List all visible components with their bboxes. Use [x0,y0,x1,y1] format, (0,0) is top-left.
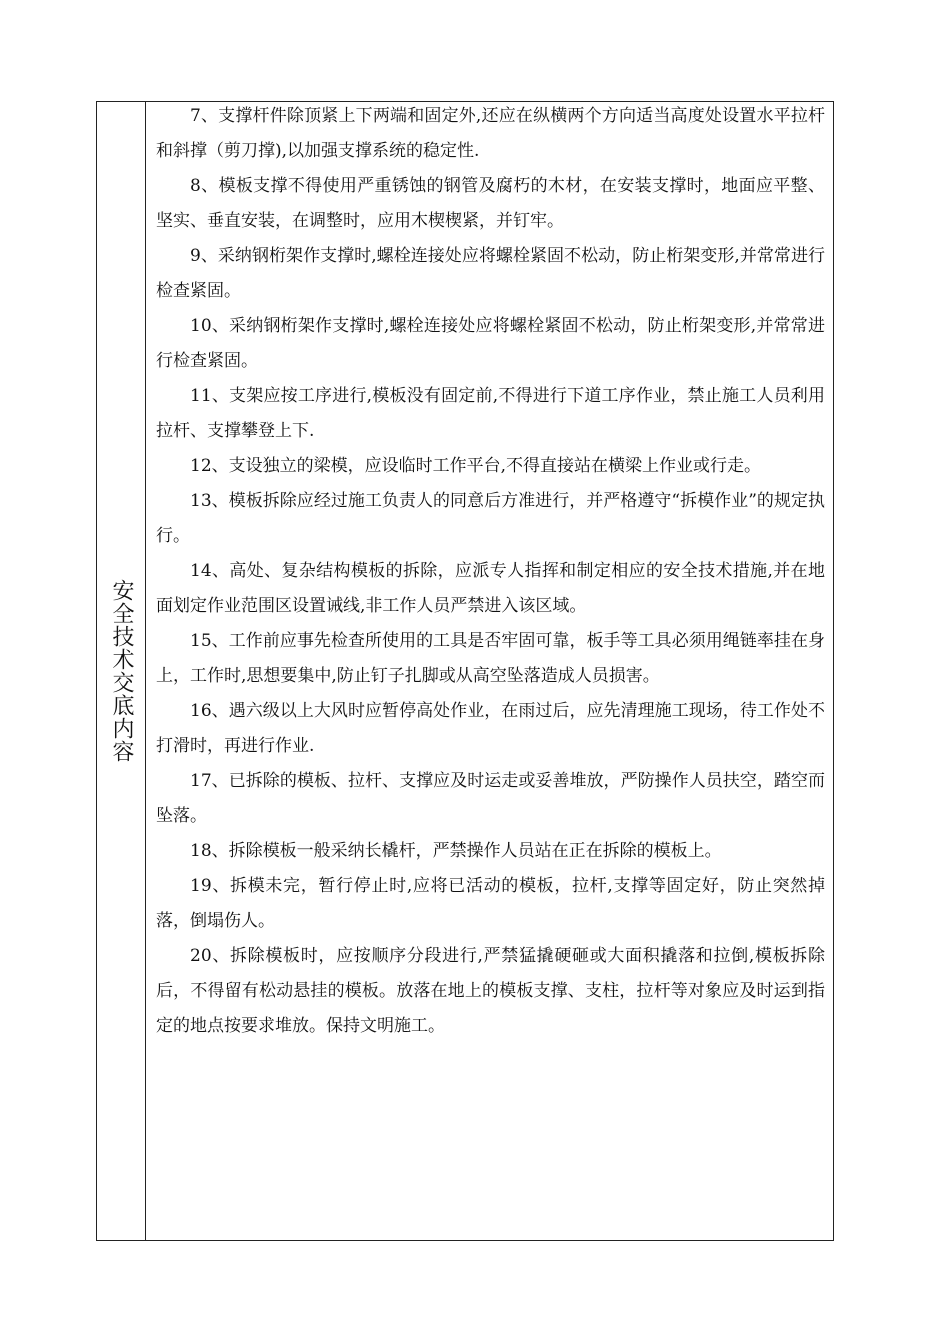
section-label: 安全技术交底内容 [109,579,134,763]
list-item: 7、支撑杆件除顶紧上下两端和固定外,还应在纵横两个方向适当高度处设置水平拉杆和斜撑（剪刀撑),以加强支撑系统的稳定性. [156,106,825,161]
list-item: 19、拆模未完，暂行停止时,应将已活动的模板，拉杆,支撑等固定好，防止突然掉落，倒塌伤人。 [156,876,825,931]
disclosure-table [96,101,834,1241]
list-item: 18、拆除模板一般采纳长橇杆，严禁操作人员站在正在拆除的模板上。 [190,841,722,861]
list-item: 12、支设独立的梁模，应设临时工作平台,不得直接站在横梁上作业或行走。 [190,456,762,476]
list-item: 10、采纳钢桁架作支撑时,螺栓连接处应将螺栓紧固不松动，防止桁架变形,并常常进行检查紧固。 [156,316,825,371]
list-item: 17、已拆除的模板、拉杆、支撑应及时运走或妥善堆放，严防操作人员扶空，踏空而坠落。 [156,771,825,826]
section-label-cell [97,102,146,1240]
list-item: 9、采纳钢桁架作支撑时,螺栓连接处应将螺栓紧固不松动，防止桁架变形,并常常进行检查紧固。 [156,246,825,301]
list-item: 11、支架应按工序进行,模板没有固定前,不得进行下道工序作业，禁止施工人员利用拉杆、支撑攀登上下. [156,386,825,441]
list-item: 16、遇六级以上大风时应暂停高处作业，在雨过后，应先清理施工现场，待工作处不打滑时，再进行作业. [156,701,825,756]
list-item: 8、模板支撑不得使用严重锈蚀的钢管及腐朽的木材，在安装支撑时，地面应平整、坚实、垂直安装，在调整时，应用木楔楔紧，并钉牢。 [156,176,825,231]
list-item: 15、工作前应事先检查所使用的工具是否牢固可靠，板手等工具必须用绳链率挂在身上，工作时,思想要集中,防止钉子扎脚或从高空坠落造成人员损害。 [156,631,825,686]
list-item: 13、模板拆除应经过施工负责人的同意后方准进行，并严格遵守“拆模作业”的规定执行。 [156,491,825,546]
list-item: 14、高处、复杂结构模板的拆除，应派专人指挥和制定相应的安全技术措施,并在地面划定作业范围区设置诫线,非工作人员严禁进入该区域。 [156,561,825,616]
content-cell [146,102,833,1240]
list-item: 20、拆除模板时，应按顺序分段进行,严禁猛撬硬砸或大面积撬落和拉倒,模板拆除后，不得留有松动悬挂的模板。放落在地上的模板支撑、支柱，拉杆等对象应及时运到指定的地点按要求堆放。保持文明施工。 [156,946,825,1036]
